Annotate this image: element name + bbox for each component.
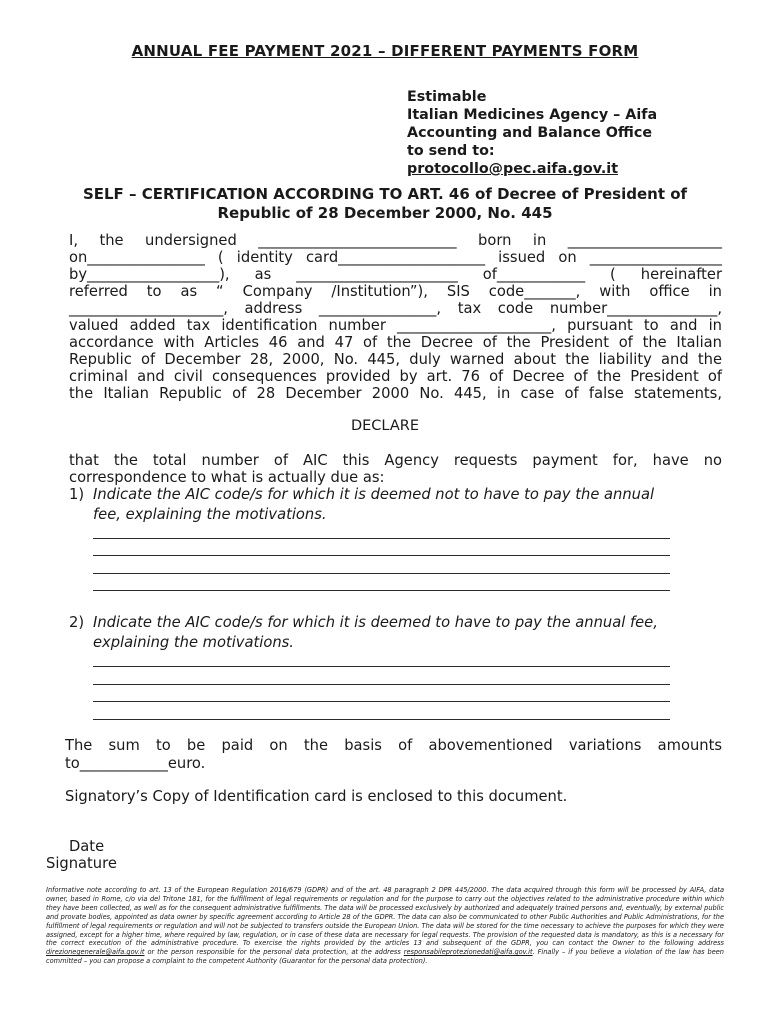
body-line: accordance with Articles 46 and 47 of the Decree of the President of the Italian xyxy=(69,334,722,351)
date-label: Date xyxy=(69,838,105,855)
body-line: Republic of December 28, 2000, No. 445, duly warned about the liability and the xyxy=(69,351,722,368)
certification-heading xyxy=(60,185,710,223)
addressee-block xyxy=(407,88,657,178)
addressee-line: Italian Medicines Agency – Aifa xyxy=(407,107,658,123)
item-text xyxy=(93,613,713,653)
sum-line: to____________euro. xyxy=(65,755,206,772)
certification-line: SELF – CERTIFICATION ACCORDING TO ART. 46 of Decree of President of xyxy=(82,185,688,203)
declare-intro-line: correspondence to what is actually due as: xyxy=(69,469,385,486)
enclosure-statement: Signatory’s Copy of Identification card is enclosed to this document. xyxy=(65,788,568,805)
body-line: on________________ ( identity card____________________ issued on __________________ xyxy=(69,249,722,266)
body-line: criminal and civil consequences provided by art. 76 of Decree of the President of xyxy=(69,368,722,385)
privacy-note-text: . Finally – if you believe a violation of the law has been committed – you can propose a complaint to the competent Authority (Guarantor for the personal data protection). xyxy=(46,948,724,966)
answer-line[interactable] xyxy=(93,666,670,667)
item-number: 2) xyxy=(69,614,85,631)
item-line: Indicate the AIC code/s for which it is deemed to have to pay the annual fee, xyxy=(93,614,658,631)
addressee-line: Estimable xyxy=(407,89,487,105)
addressee-line: Accounting and Balance Office xyxy=(407,125,653,141)
answer-line[interactable] xyxy=(93,701,670,702)
answer-line[interactable] xyxy=(93,555,670,556)
body-line: the Italian Republic of 28 December 2000 No. 445, in case of false statements, xyxy=(69,385,722,402)
privacy-note xyxy=(46,886,724,966)
item-line: Indicate the AIC code/s for which it is deemed not to have to pay the annual xyxy=(93,486,655,503)
item-number: 1) xyxy=(69,486,85,503)
body-line: referred to as “ Company /Institution”), SIS code_______, with office in xyxy=(69,283,722,300)
privacy-note-text: Informative note according to art. 13 of the European Regulation 2016/679 (GDPR) and of the art. 48 paragraph 2 DPR 445/2000. The data acquired through this form will be processed by AIFA, data owner, based in Rome, c/o via del Tritone 181, for the fulfillment of legal requirements or regulation and for the purpose to carry out the objectives related to the administrative procedure within which they have been collected, as well as for the consequent administrative fulfillments. The data will be processed exclusively by authorized and adequately trained persons and, eventually, by external public and provate bodies, appointed as data owner by specific agreement according to Article 28 of the GDPR. The data can also be communicated to other Public Authorities and Public Administrations, for the fulfillment of legal requirements or regulation and will not be subjected to transfers outside the European Union. The data will be stored for the time necessary to achieve the purposes for which they were assigned, except for a higher time, where required by law, regulation, or in case of these data are necessary for legal requests. The provision of the requested data is mandatory, as this is a necessary for the correct execution of the administrative procedure. To exercise the rights provided by the articles 13 and subsequent of the GDPR, you can contact the Owner to the following address xyxy=(46,886,724,948)
body-line: valued added tax identification number _____________________, pursuant to and in xyxy=(69,317,722,334)
addressee-line: to send to: xyxy=(407,143,495,159)
answer-line[interactable] xyxy=(93,590,670,591)
declare-heading: DECLARE xyxy=(350,418,420,434)
declare-intro-line: that the total number of AIC this Agency requests payment for, have no xyxy=(69,452,722,469)
signature-label: Signature xyxy=(46,855,117,872)
answer-line[interactable] xyxy=(93,684,670,685)
answer-line[interactable] xyxy=(93,719,670,720)
body-line: I, the undersigned ___________________________ born in _____________________ xyxy=(69,232,722,249)
privacy-note-text: or the person responsible for the personal data protection, at the address xyxy=(144,948,404,957)
addressee-email-link[interactable]: protocollo@pec.aifa.gov.it xyxy=(407,161,619,177)
page-title: ANNUAL FEE PAYMENT 2021 – DIFFERENT PAYMENTS FORM xyxy=(131,42,639,60)
answer-line[interactable] xyxy=(93,573,670,574)
item-line: fee, explaining the motivations. xyxy=(93,506,327,523)
answer-line[interactable] xyxy=(93,538,670,539)
dpo-email-link[interactable]: responsabileprotezionedati@aifa.gov.it xyxy=(403,948,533,957)
certification-line: Republic of 28 December 2000, No. 445 xyxy=(217,204,553,222)
director-email-link[interactable]: direzionegenerale@aifa.gov.it xyxy=(46,948,145,957)
sum-line: The sum to be paid on the basis of abovementioned variations amounts xyxy=(65,737,722,754)
item-line: explaining the motivations. xyxy=(93,634,294,651)
item-text xyxy=(93,485,713,525)
body-line: _____________________, address ________________, tax code number_______________, xyxy=(69,300,722,317)
body-line: by__________________), as ______________________ of____________ ( hereinafter xyxy=(69,266,722,283)
